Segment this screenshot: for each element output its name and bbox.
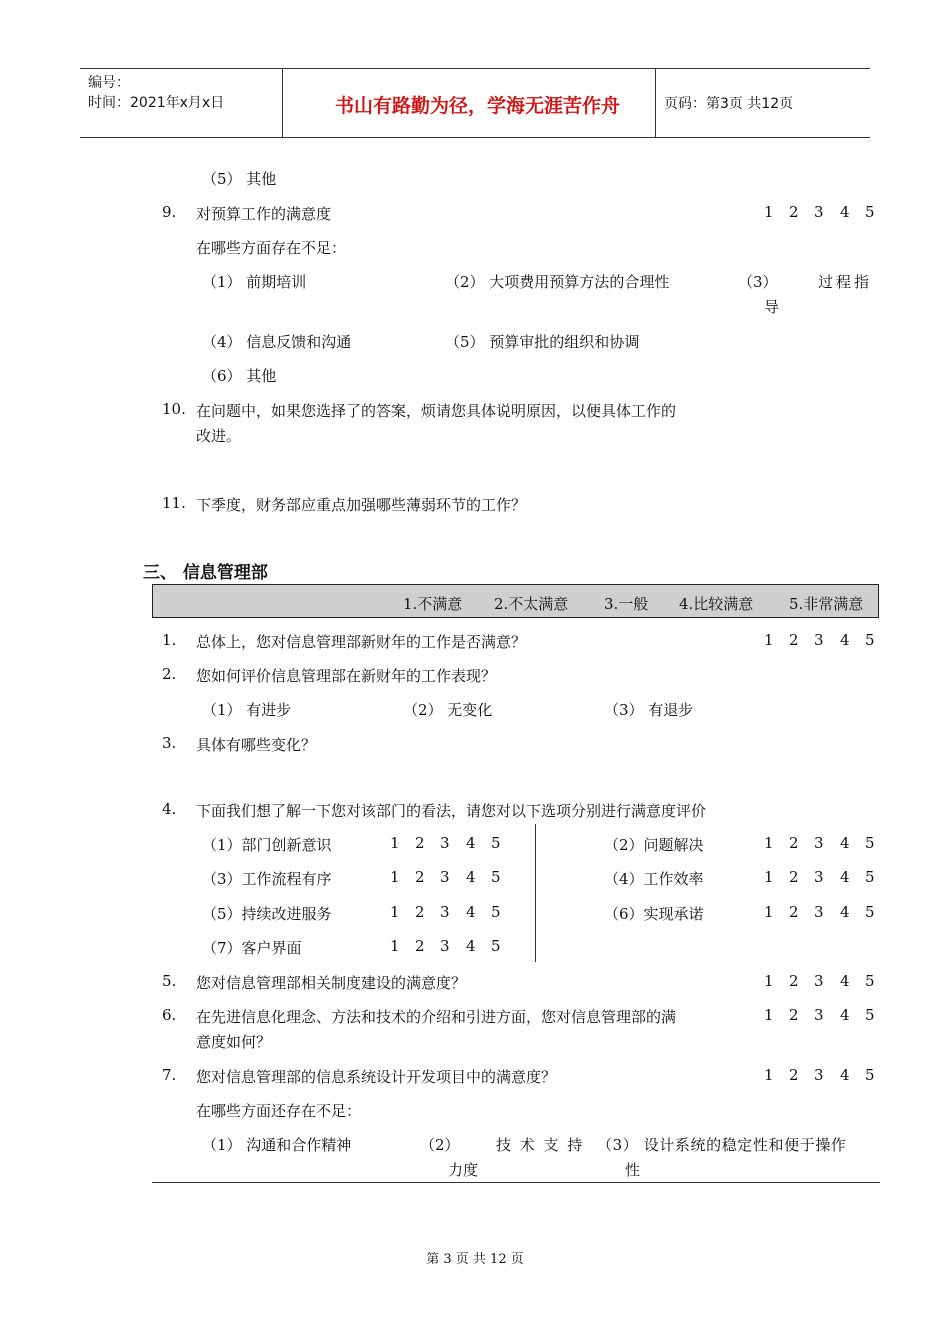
rating-4[interactable]: 4 [840,1066,850,1084]
rating-4[interactable]: 4 [466,834,476,852]
s3q7-sub: 在哪些方面还存在不足： [196,1102,362,1120]
q10-number: 10. [162,400,186,418]
scale-label-2: 2.不太满意 [494,595,569,613]
rating-3[interactable]: 3 [814,868,824,886]
s3q5-rating[interactable] [764,972,884,992]
s3q1-text: 总体上，您对信息管理部新财年的工作是否满意？ [196,633,527,651]
rating-2[interactable]: 2 [789,834,799,852]
header-motto: 书山有路勤为径，学海无涯苦作舟 [334,95,620,117]
rating-5[interactable]: 5 [865,203,875,221]
rating-2[interactable]: 2 [789,903,799,921]
rating-4[interactable]: 4 [840,834,850,852]
rating-3[interactable]: 3 [440,868,450,886]
grid-divider [535,824,536,962]
s3q2-number: 2. [162,665,177,683]
header-meta [88,73,224,113]
rating-1[interactable]: 1 [764,834,774,852]
rating-2[interactable]: 2 [789,972,799,990]
s3q4-item-4: （4）工作效率 [604,870,704,888]
s3q4-item-1-rating[interactable] [390,834,510,854]
s3q4-item-2-rating[interactable] [764,834,884,854]
rating-3[interactable]: 3 [814,1006,824,1024]
s3q7-option-2-text-cont: 力度 [448,1161,479,1179]
s3q4-item-7-rating[interactable] [390,937,510,957]
q9-option-5[interactable]: （5） 预算审批的组织和协调 [445,333,640,351]
rating-4[interactable]: 4 [466,868,476,886]
s3q7-rating[interactable] [764,1066,884,1086]
rating-1[interactable]: 1 [390,868,400,886]
q10-text-line2: 改进。 [196,427,242,445]
s3q4-item-2: （2）问题解决 [604,836,704,854]
rating-4[interactable]: 4 [840,868,850,886]
rating-3[interactable]: 3 [814,631,824,649]
s3q1-rating[interactable] [764,631,884,651]
s3q7-option-2-num[interactable]: （2） [420,1136,460,1154]
s3q3-number: 3. [162,734,177,752]
rating-1[interactable]: 1 [764,903,774,921]
rating-2[interactable]: 2 [415,834,425,852]
s3q7-option-2-text: 技 术 支 持 [496,1136,585,1154]
q9-number: 9. [162,203,177,221]
rating-3[interactable]: 3 [814,1066,824,1084]
rating-5[interactable]: 5 [491,903,501,921]
s3q5-number: 5. [162,972,177,990]
page-header [80,68,870,138]
rating-2[interactable]: 2 [789,203,799,221]
q9-option-1[interactable]: （1） 前期培训 [202,273,307,291]
rating-3[interactable]: 3 [440,834,450,852]
s3q7-text: 您对信息管理部的信息系统设计开发项目中的满意度？ [196,1068,557,1086]
rating-3[interactable]: 3 [814,903,824,921]
rating-4[interactable]: 4 [840,972,850,990]
s3q7-option-3-cont: 性 [625,1161,641,1179]
rating-1[interactable]: 1 [764,1006,774,1024]
q9-option-4[interactable]: （4） 信息反馈和沟通 [202,333,352,351]
scale-label-4: 4.比较满意 [679,595,754,613]
s3q4-item-4-rating[interactable] [764,868,884,888]
section-title: 三、 信息管理部 [143,563,268,583]
q9-rating[interactable] [764,203,884,223]
s3q4-item-1: （1）部门创新意识 [202,836,332,854]
s3q5-text: 您对信息管理部相关制度建设的满意度？ [196,974,467,992]
s3q4-item-3: （3）工作流程有序 [202,870,332,888]
rating-2[interactable]: 2 [789,1066,799,1084]
q9-sub: 在哪些方面存在不足： [196,239,347,257]
s3q2-text: 您如何评价信息管理部在新财年的工作表现？ [196,667,497,685]
q10-text-line1: 在问题中，如果您选择了的答案，烦请您具体说明原因，以便具体工作的 [196,402,677,420]
header-time: 时间：2021年x月x日 [88,95,225,111]
s3q6-number: 6. [162,1006,177,1024]
s3q6-rating[interactable] [764,1006,884,1026]
rating-3[interactable]: 3 [440,937,450,955]
rating-1[interactable]: 1 [390,903,400,921]
rating-2[interactable]: 2 [789,631,799,649]
rating-5[interactable]: 5 [865,972,875,990]
s3q7-option-3[interactable]: （3） 设计系统的稳定性和便于操作 [597,1136,847,1154]
rating-5[interactable]: 5 [865,834,875,852]
q9-option-3-text-cont: 导 [764,298,780,316]
rating-2[interactable]: 2 [415,937,425,955]
s3q4-item-6: （6）实现承诺 [604,905,704,923]
rating-4[interactable]: 4 [840,631,850,649]
rating-4[interactable]: 4 [840,203,850,221]
s3q4-number: 4. [162,800,177,818]
s3q6-text-line2: 意度如何？ [196,1033,272,1051]
s3q1-number: 1. [162,631,177,649]
q9-option-3-num[interactable]: （3） [738,273,778,291]
q11-text: 下季度，财务部应重点加强哪些薄弱环节的工作？ [196,496,527,514]
s3q4-item-5-rating[interactable] [390,903,510,923]
rating-1[interactable]: 1 [764,631,774,649]
rating-5[interactable]: 5 [491,937,501,955]
rating-4[interactable]: 4 [466,903,476,921]
s3q2-option-1[interactable]: （1） 有进步 [202,701,292,719]
rating-2[interactable]: 2 [415,903,425,921]
rating-1[interactable]: 1 [390,834,400,852]
scale-label-1: 1.不满意 [403,595,463,613]
rating-4[interactable]: 4 [466,937,476,955]
rating-1[interactable]: 1 [764,1066,774,1084]
s3q4-item-5: （5）持续改进服务 [202,905,332,923]
rating-5[interactable]: 5 [865,868,875,886]
rating-4[interactable]: 4 [840,1006,850,1024]
s3q3-text: 具体有哪些变化？ [196,736,317,754]
s3q2-option-3[interactable]: （3） 有退步 [604,701,694,719]
q9-option-3-text: 过程指 [818,273,873,291]
header-number: 编号： [88,75,130,91]
q9-option-6[interactable]: （6） 其他 [202,367,277,385]
rating-5[interactable]: 5 [865,1066,875,1084]
rating-1[interactable]: 1 [764,868,774,886]
rating-2[interactable]: 2 [789,868,799,886]
rating-5[interactable]: 5 [865,1006,875,1024]
page-footer: 第 3 页 共 12 页 [426,1252,524,1267]
rating-1[interactable]: 1 [764,972,774,990]
rating-5[interactable]: 5 [865,903,875,921]
rating-scale-bar [152,584,879,618]
s3q7-option-1[interactable]: （1） 沟通和合作精神 [202,1136,352,1154]
rating-3[interactable]: 3 [440,903,450,921]
scale-label-3: 3.一般 [604,595,649,613]
rating-4[interactable]: 4 [840,903,850,921]
s3q4-item-6-rating[interactable] [764,903,884,923]
s3q2-option-2[interactable]: （2） 无变化 [403,701,493,719]
rating-5[interactable]: 5 [491,868,501,886]
rating-5[interactable]: 5 [491,834,501,852]
s3q4-text: 下面我们想了解一下您对该部门的看法，请您对以下选项分别进行满意度评价 [196,802,707,820]
s3q6-text-line1: 在先进信息化理念、方法和技术的介绍和引进方面，您对信息管理部的满 [196,1008,677,1026]
q9-text: 对预算工作的满意度 [196,205,332,223]
rating-1[interactable]: 1 [390,937,400,955]
prev-option-5: （5） 其他 [202,170,277,188]
rating-3[interactable]: 3 [814,972,824,990]
q9-option-2[interactable]: （2） 大项费用预算方法的合理性 [445,273,670,291]
header-page-number: 页码：第3页 共12页 [664,96,794,112]
rating-2[interactable]: 2 [415,868,425,886]
rating-5[interactable]: 5 [865,631,875,649]
q11-number: 11. [162,494,186,512]
bottom-rule [152,1182,880,1183]
rating-2[interactable]: 2 [789,1006,799,1024]
rating-3[interactable]: 3 [814,203,824,221]
scale-label-5: 5.非常满意 [789,595,864,613]
s3q4-item-7: （7）客户界面 [202,939,302,957]
s3q4-item-3-rating[interactable] [390,868,510,888]
header-divider [282,69,283,137]
rating-1[interactable]: 1 [764,203,774,221]
rating-3[interactable]: 3 [814,834,824,852]
s3q7-number: 7. [162,1066,177,1084]
